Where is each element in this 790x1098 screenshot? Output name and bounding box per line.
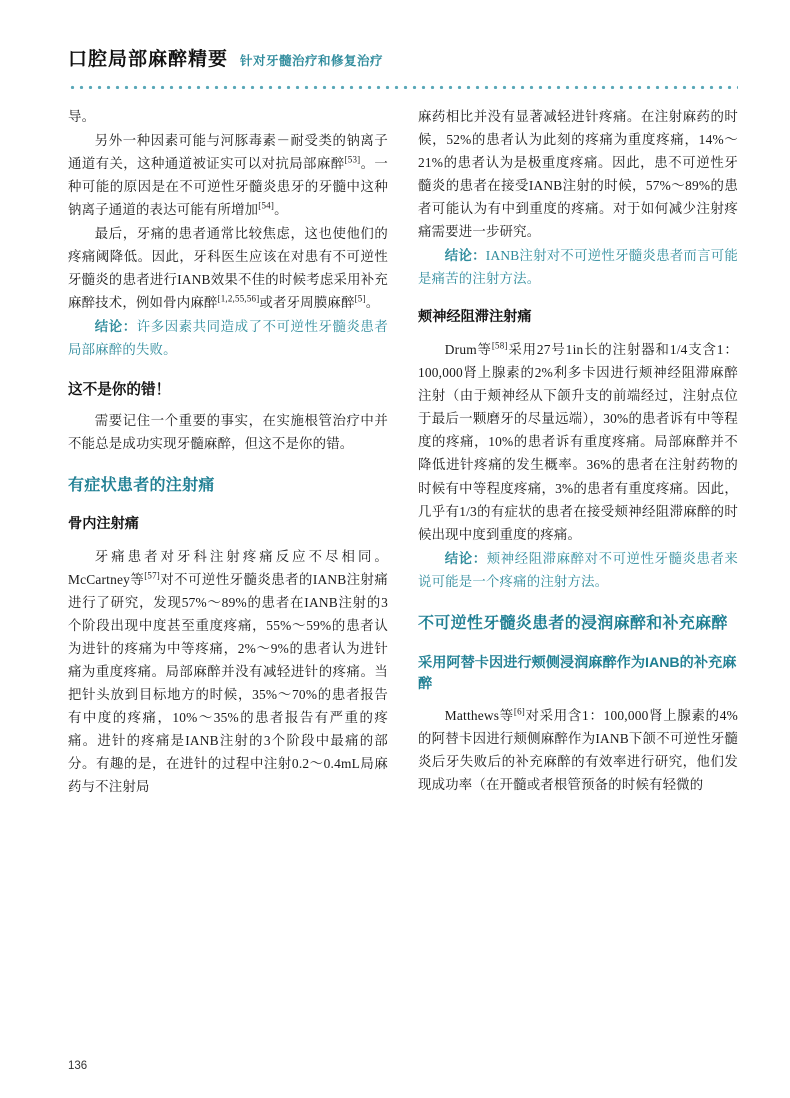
reference-marker: [5] — [354, 293, 366, 304]
subsection-heading: 颊神经阻滞注射痛 — [418, 309, 532, 326]
body-paragraph: Drum等[58]采用27号1in长的注射器和1/4支含1：100,000肾上腺素的2%利多卡因进行颊神经阻滞麻醉注射（由于颊神经从下颌升支的前端经过，注射点位于最后一颗磨牙的尽量远端），30%的患者诉有中等程度的疼痛，10%的患者诉有重度疼痛。局部麻醉并不降低进针疼痛的发生概率。36%的患者在注射药物的时候有中等程度疼痛，3%的患者有重度疼痛。因此，几乎有1/3的有症状的患者在接受颊神经阻滞麻醉的时候出现中度到重度的疼痛。 — [418, 340, 738, 542]
conclusion-paragraph: 结论：颊神经阻滞麻醉对不可逆性牙髓炎患者来说可能是一个疼痛的注射方法。 — [418, 550, 738, 589]
reference-marker: [54] — [258, 200, 275, 211]
section-heading: 有症状患者的注射痛 — [68, 476, 215, 494]
book-subtitle: 针对牙髓治疗和修复治疗 — [240, 54, 384, 68]
left-column — [68, 105, 388, 1005]
body-paragraph: 最后，牙痛的患者通常比较焦虑，这也使他们的疼痛阈降低。因此，牙科医生应该在对患有不可逆性牙髓炎的患者进行IANB效果不佳的时候考虑采用补充麻醉技术，例如骨内麻醉[1,2,55,56]或者牙周膜麻醉[5]。 — [68, 226, 388, 311]
body-paragraph: 导。 — [68, 109, 96, 124]
conclusion-paragraph: 结论：许多因素共同造成了不可逆性牙髓炎患者局部麻醉的失败。 — [68, 319, 388, 358]
conclusion-label: 结论： — [94, 319, 137, 335]
conclusion-label: 结论： — [444, 550, 487, 566]
reference-marker: [53] — [344, 154, 361, 165]
body-paragraph: 需要记住一个重要的事实，在实施根管治疗中并不能总是成功实现牙髓麻醉，但这不是你的错。 — [68, 412, 388, 451]
reference-marker: [58] — [491, 340, 508, 351]
subsection-heading-accent: 采用阿替卡因进行颊侧浸润麻醉作为IANB的补充麻醉 — [418, 655, 737, 692]
conclusion-paragraph: 结论：IANB注射对不可逆性牙髓炎患者而言可能是痛苦的注射方法。 — [418, 248, 738, 287]
reference-marker: [57] — [144, 570, 160, 581]
right-column — [418, 105, 738, 1005]
body-paragraph: 牙痛患者对牙科注射疼痛反应不尽相同。McCartney等[57]对不可逆性牙髓炎患者的IANB注射痛进行了研究，发现57%～89%的患者在IANB注射的3个阶段出现中度甚至重度疼痛，55%～59%的患者认为进针的疼痛为中等疼痛，2%～9%的患者认为进针痛为重度疼痛。局部麻醉并没有减轻进针的疼痛。当把针头放到目标地方的时候，35%～70%的患者报告有中度的疼痛，10%～35%的患者报告有严重的疼痛。进针的疼痛是IANB注射的3个阶段中最痛的部分。有趣的是，在进针的过程中注射0.2～0.4mL局麻药与不注射局 — [68, 548, 388, 795]
body-paragraph: 另外一种因素可能与河豚毒素－耐受类的钠离子通道有关，这种通道被证实可以对抗局部麻醉[53]。一种可能的原因是在不可逆性牙髓炎患牙的牙髓中这种钠离子通道的表达可能有所增加[54]。 — [68, 133, 388, 218]
subsection-heading: 骨内注射痛 — [68, 516, 139, 532]
two-column-body — [68, 105, 738, 1005]
book-title: 口腔局部麻醉精要 — [68, 49, 229, 70]
body-paragraph: Matthews等[6]对采用含1：100,000肾上腺素的4%的阿替卡因进行颊侧麻醉作为IANB下颌不可逆性牙髓炎后牙失败后的补充麻醉的有效率进行研究，他们发现成功率（在开髓或者根管预备的时候有轻微的 — [418, 706, 738, 793]
page-number: 136 — [68, 1060, 88, 1072]
section-heading: 不可逆性牙髓炎患者的浸润麻醉和补充麻醉 — [418, 614, 728, 632]
reference-marker: [6] — [513, 706, 525, 717]
header-divider — [68, 80, 738, 89]
reference-marker: [1,2,55,56] — [217, 293, 260, 304]
body-paragraph: 麻药相比并没有显著减轻进针疼痛。在注射麻药的时候，52%的患者认为此刻的疼痛为重度疼痛，14%～21%的患者认为是极重度疼痛。因此，患不可逆性牙髓炎的患者在接受IANB注射的时候，57%～89%的患者可能认为有中到重度的疼痛。对于如何减少注射疼痛需要进一步研究。 — [418, 109, 738, 240]
callout-heading: 这不是你的错！ — [68, 381, 171, 398]
conclusion-label: 结论： — [444, 248, 486, 264]
page-header — [68, 44, 738, 77]
